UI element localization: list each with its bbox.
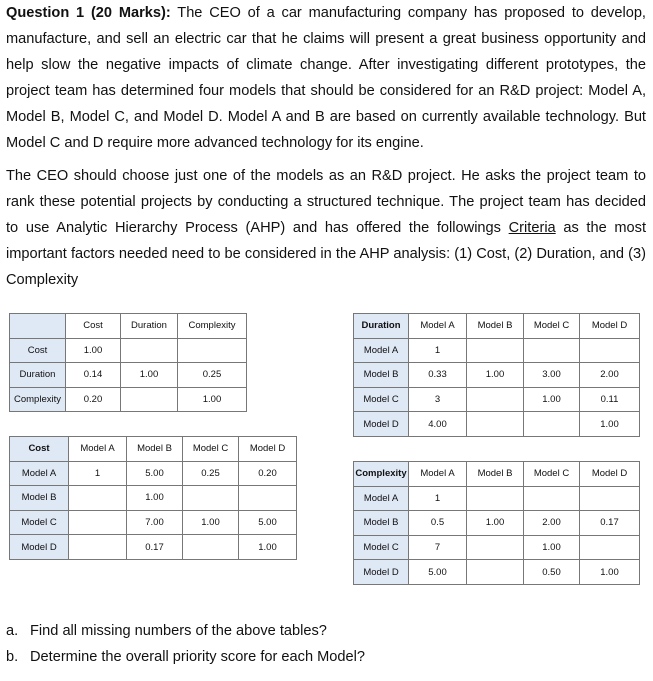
table-cell	[183, 535, 239, 560]
table-cell: 1.00	[127, 486, 183, 511]
table-cell	[580, 338, 640, 363]
table-header-row	[354, 314, 640, 339]
row-label: Model A	[10, 461, 69, 486]
row-label: Model D	[354, 560, 409, 585]
table-cell	[69, 510, 127, 535]
row-label: Model B	[354, 511, 409, 536]
table-cell: 0.33	[409, 363, 467, 388]
row-label: Model C	[10, 510, 69, 535]
column-header: Model C	[524, 314, 580, 339]
table-cell	[239, 486, 297, 511]
table-row	[354, 338, 640, 363]
table-cell: 5.00	[239, 510, 297, 535]
paragraph-2-text-after: as the most important factors needed need to be considered in the AHP analysis: (1) Cost, (2) Duration, and (3) Complexity	[6, 220, 646, 288]
list-marker: b.	[6, 649, 19, 665]
table-cell	[467, 486, 524, 511]
row-label: Duration	[10, 363, 66, 388]
subquestion-text: Determine the overall priority score for each Model?	[30, 649, 365, 665]
table-cell	[183, 486, 239, 511]
table-row	[10, 535, 297, 560]
table-row	[354, 363, 640, 388]
table-cell: 1.00	[524, 387, 580, 412]
table-cell: 0.50	[524, 560, 580, 585]
column-header: Model A	[69, 437, 127, 462]
table-corner-cell: Complexity	[354, 462, 409, 487]
table-cell: 1.00	[467, 363, 524, 388]
column-header: Model C	[524, 462, 580, 487]
paragraph-2-text-before: The CEO should choose just one of the models as an R&D project. He asks the project team to rank these potential projects by conducting a structured technique. The project team has decided to use Analytic Hierarchy Process (AHP) and has offered the followings	[6, 168, 646, 236]
row-label: Model B	[10, 486, 69, 511]
table-cell: 0.17	[580, 511, 640, 536]
table-cell: 1.00	[121, 363, 178, 388]
question-paragraph-1	[6, 0, 646, 156]
column-header: Model D	[580, 462, 640, 487]
table-cell: 7.00	[127, 510, 183, 535]
table-cell: 1.00	[183, 510, 239, 535]
table-cell: 3	[409, 387, 467, 412]
column-header: Model C	[183, 437, 239, 462]
row-label: Complexity	[10, 387, 66, 412]
table-cell	[467, 535, 524, 560]
table-cell	[69, 486, 127, 511]
table-corner-cell: Duration	[354, 314, 409, 339]
list-item	[6, 644, 365, 670]
table-cell: 1.00	[580, 412, 640, 437]
criteria-comparison-table	[9, 313, 247, 412]
table-cell	[524, 486, 580, 511]
table-cell	[467, 412, 524, 437]
complexity-comparison-table	[353, 461, 640, 585]
table-header-row	[10, 437, 297, 462]
question-paragraph-2	[6, 163, 646, 293]
table-cell: 1.00	[66, 338, 121, 363]
table-cell: 0.25	[178, 363, 247, 388]
table-cell: 0.17	[127, 535, 183, 560]
table-cell	[178, 338, 247, 363]
table-cell: 1.00	[239, 535, 297, 560]
table-cell: 4.00	[409, 412, 467, 437]
column-header: Complexity	[178, 314, 247, 339]
row-label: Cost	[10, 338, 66, 363]
table-row	[354, 535, 640, 560]
table-cell	[467, 560, 524, 585]
table-cell: 1	[409, 486, 467, 511]
list-item	[6, 618, 365, 644]
table-row	[10, 486, 297, 511]
column-header: Model D	[239, 437, 297, 462]
table-corner-cell	[10, 314, 66, 339]
row-label: Model D	[354, 412, 409, 437]
table-cell: 0.20	[239, 461, 297, 486]
table-cell	[524, 338, 580, 363]
table-cell: 1.00	[580, 560, 640, 585]
table-header-row	[10, 314, 247, 339]
table-row	[10, 461, 297, 486]
cost-comparison-table	[9, 436, 297, 560]
table-cell	[121, 338, 178, 363]
table-row	[354, 560, 640, 585]
table-cell: 0.14	[66, 363, 121, 388]
column-header: Model A	[409, 462, 467, 487]
column-header: Model B	[467, 314, 524, 339]
table-cell: 0.20	[66, 387, 121, 412]
table-cell: 0.5	[409, 511, 467, 536]
column-header: Duration	[121, 314, 178, 339]
table-row	[354, 486, 640, 511]
column-header: Cost	[66, 314, 121, 339]
table-row	[10, 363, 247, 388]
question-intro-text: The CEO of a car manufacturing company has proposed to develop, manufacture, and sell an electric car that he claims will present a great business opportunity and help slow the negative impacts of climate change. After investigating different prototypes, the project team has determined four models that should be considered for an R&D project: Model A, Model B, Model C, and Model D. Model A and B are based on currently available technology. But Model C and D require more advanced technology for its engine.	[6, 5, 646, 151]
table-cell: 2.00	[580, 363, 640, 388]
table-cell: 5.00	[409, 560, 467, 585]
subquestion-text: Find all missing numbers of the above tables?	[30, 623, 327, 639]
column-header: Model B	[467, 462, 524, 487]
table-cell: 1.00	[524, 535, 580, 560]
table-cell: 7	[409, 535, 467, 560]
table-row	[10, 510, 297, 535]
table-cell	[69, 535, 127, 560]
table-cell: 2.00	[524, 511, 580, 536]
row-label: Model D	[10, 535, 69, 560]
criteria-underlined-word: Criteria	[508, 220, 556, 236]
table-cell: 0.11	[580, 387, 640, 412]
question-title: Question 1 (20 Marks):	[6, 5, 171, 21]
table-cell: 0.25	[183, 461, 239, 486]
table-row	[10, 387, 247, 412]
table-cell	[524, 412, 580, 437]
row-label: Model A	[354, 486, 409, 511]
table-cell	[580, 486, 640, 511]
table-cell	[467, 338, 524, 363]
table-cell: 1.00	[467, 511, 524, 536]
column-header: Model D	[580, 314, 640, 339]
row-label: Model B	[354, 363, 409, 388]
table-row	[10, 338, 247, 363]
table-header-row	[354, 462, 640, 487]
row-label: Model C	[354, 535, 409, 560]
subquestion-list	[6, 618, 365, 670]
duration-comparison-table	[353, 313, 640, 437]
table-cell: 3.00	[524, 363, 580, 388]
list-marker: a.	[6, 623, 19, 639]
row-label: Model A	[354, 338, 409, 363]
table-corner-cell: Cost	[10, 437, 69, 462]
table-cell	[467, 387, 524, 412]
table-cell: 1	[409, 338, 467, 363]
column-header: Model B	[127, 437, 183, 462]
table-cell: 5.00	[127, 461, 183, 486]
table-cell	[580, 535, 640, 560]
table-row	[354, 387, 640, 412]
table-row	[354, 511, 640, 536]
table-cell: 1.00	[178, 387, 247, 412]
table-cell	[121, 387, 178, 412]
table-cell: 1	[69, 461, 127, 486]
row-label: Model C	[354, 387, 409, 412]
column-header: Model A	[409, 314, 467, 339]
table-row	[354, 412, 640, 437]
